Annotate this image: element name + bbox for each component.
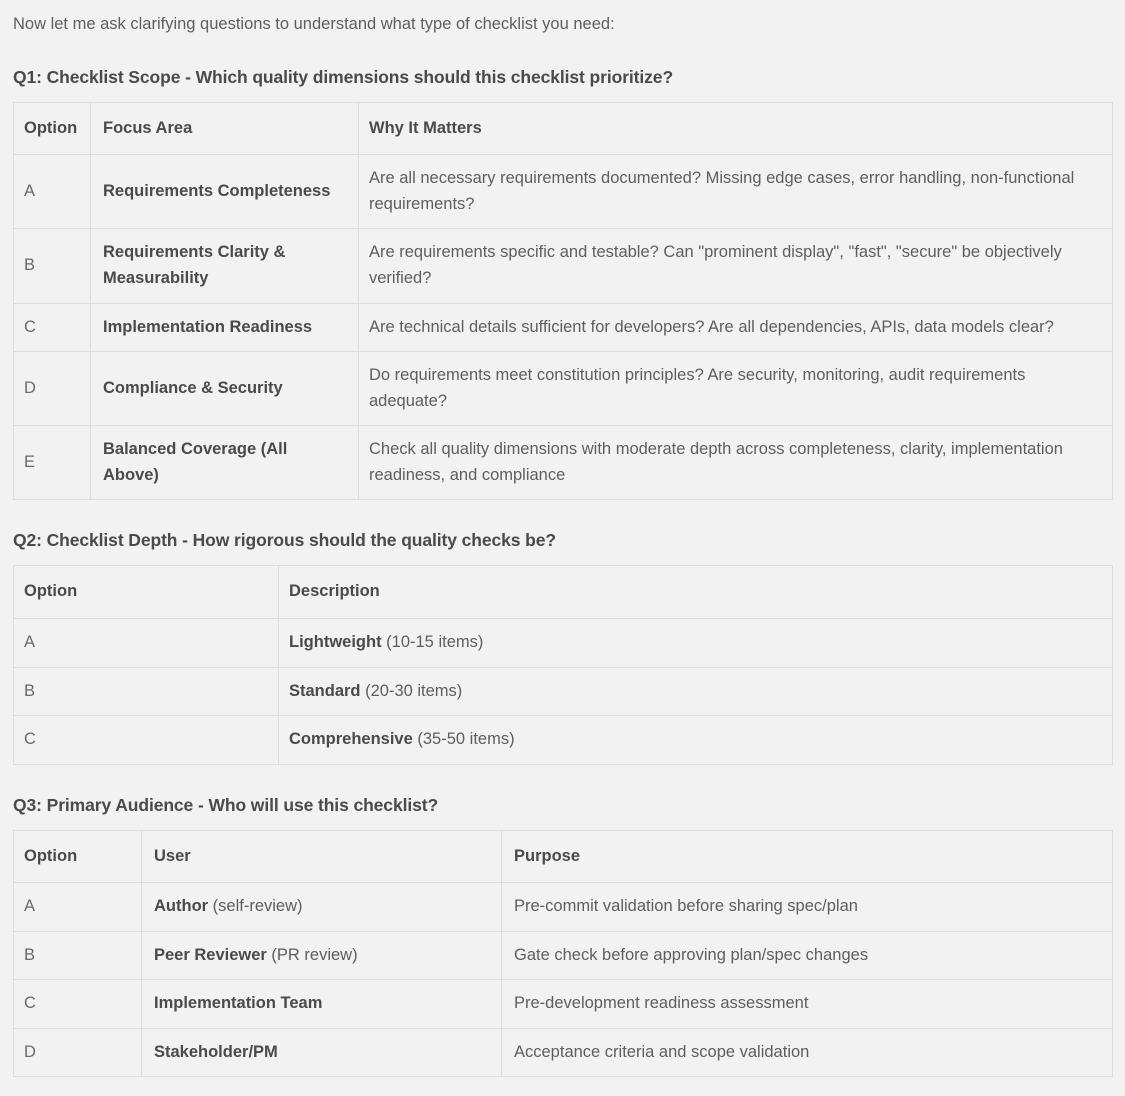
table-row <box>14 931 1113 980</box>
user-label: Stakeholder/PM <box>154 1042 278 1061</box>
table-header-row <box>14 102 1113 155</box>
table-header-row <box>14 830 1113 883</box>
table-row <box>14 667 1113 716</box>
cell-description <box>279 716 1113 765</box>
cell-option: B <box>14 931 142 980</box>
description-label: Lightweight <box>289 632 382 651</box>
cell-focus-area <box>91 155 359 229</box>
question-table-q2 <box>13 565 1113 764</box>
table-row <box>14 980 1113 1029</box>
cell-option: C <box>14 303 91 352</box>
cell-option: A <box>14 618 279 667</box>
cell-option: B <box>14 229 91 303</box>
cell-purpose: Gate check before approving plan/spec changes <box>502 931 1113 980</box>
cell-description <box>279 618 1113 667</box>
question-heading-q2: Q2: Checklist Depth - How rigorous should the quality checks be? <box>13 530 556 551</box>
cell-why-it-matters: Do requirements meet constitution principles? Are security, monitoring, audit requirements adequate? <box>359 352 1113 426</box>
user-detail: (PR review) <box>266 945 358 964</box>
column-header-why-it-matters: Why It Matters <box>359 102 1113 155</box>
table-body-q2 <box>14 618 1113 764</box>
column-header-option: Option <box>14 102 91 155</box>
table-row <box>14 155 1113 229</box>
cell-description <box>279 667 1113 716</box>
focus-area-label: Implementation Readiness <box>103 317 313 336</box>
user-label: Peer Reviewer <box>154 945 267 964</box>
cell-option: B <box>14 667 279 716</box>
cell-user <box>142 883 502 932</box>
user-detail: (self-review) <box>208 897 303 916</box>
cell-purpose: Acceptance criteria and scope validation <box>502 1028 1113 1077</box>
cell-option: D <box>14 352 91 426</box>
description-label: Comprehensive <box>289 730 413 749</box>
table-row <box>14 303 1113 352</box>
cell-option: A <box>14 155 91 229</box>
cell-focus-area <box>91 303 359 352</box>
table-row <box>14 883 1113 932</box>
intro-paragraph: Now let me ask clarifying questions to understand what type of checklist you need: <box>13 15 615 33</box>
cell-purpose: Pre-commit validation before sharing spec/plan <box>502 883 1113 932</box>
description-detail: (35-50 items) <box>412 730 515 749</box>
column-header-option: Option <box>14 830 142 883</box>
cell-user <box>142 980 502 1029</box>
table-row <box>14 1028 1113 1077</box>
column-header-purpose: Purpose <box>502 830 1113 883</box>
user-label: Author <box>154 897 209 916</box>
cell-why-it-matters: Are requirements specific and testable? Can "prominent display", "fast", "secure" be objectively verified? <box>359 229 1113 303</box>
table-body-q1 <box>14 155 1113 500</box>
description-detail: (10-15 items) <box>381 632 484 651</box>
cell-option: A <box>14 883 142 932</box>
table-row <box>14 426 1113 500</box>
column-header-option: Option <box>14 566 279 619</box>
question-table-q3 <box>13 830 1113 1078</box>
focus-area-label: Balanced Coverage (All Above) <box>103 440 288 484</box>
table-row <box>14 716 1113 765</box>
cell-option: E <box>14 426 91 500</box>
column-header-focus-area: Focus Area <box>91 102 359 155</box>
cell-focus-area <box>91 352 359 426</box>
table-body-q3 <box>14 883 1113 1077</box>
question-heading-q3: Q3: Primary Audience - Who will use this checklist? <box>13 794 439 815</box>
cell-why-it-matters: Are technical details sufficient for developers? Are all dependencies, APIs, data models clear? <box>359 303 1113 352</box>
table-header-row <box>14 566 1113 619</box>
cell-focus-area <box>91 229 359 303</box>
cell-why-it-matters: Are all necessary requirements documented? Missing edge cases, error handling, non-functional requirements? <box>359 155 1113 229</box>
cell-user <box>142 1028 502 1077</box>
table-row <box>14 229 1113 303</box>
cell-option: D <box>14 1028 142 1077</box>
cell-option: C <box>14 716 279 765</box>
column-header-user: User <box>142 830 502 883</box>
cell-focus-area <box>91 426 359 500</box>
cell-user <box>142 931 502 980</box>
cell-why-it-matters: Check all quality dimensions with moderate depth across completeness, clarity, implementation readiness, and compliance <box>359 426 1113 500</box>
focus-area-label: Requirements Clarity & Measurability <box>103 243 286 287</box>
table-row <box>14 352 1113 426</box>
question-heading-q1: Q1: Checklist Scope - Which quality dimensions should this checklist prioritize? <box>13 66 674 87</box>
focus-area-label: Compliance & Security <box>103 378 283 397</box>
cell-option: C <box>14 980 142 1029</box>
column-header-description: Description <box>279 566 1113 619</box>
question-table-q1 <box>13 102 1113 501</box>
cell-purpose: Pre-development readiness assessment <box>502 980 1113 1029</box>
description-label: Standard <box>289 681 361 700</box>
table-row <box>14 618 1113 667</box>
bottom-spacer <box>13 1077 1112 1093</box>
description-detail: (20-30 items) <box>360 681 463 700</box>
focus-area-label: Requirements Completeness <box>103 182 331 201</box>
user-label: Implementation Team <box>154 994 323 1013</box>
